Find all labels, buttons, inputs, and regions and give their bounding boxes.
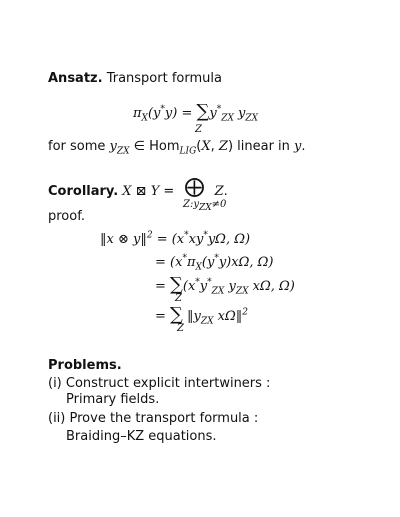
transport-sum-index: Z	[195, 124, 202, 135]
ansatz-tail: for some $y_{ZX}$ ∈ Hom$_{LIG}$(X, Z) linear in y.	[48, 139, 306, 157]
corollary-index: $Z:y_{ZX}\ne 0$	[183, 199, 227, 213]
corollary-line: Corollary. X ⊠ Y = ⨁ Z.	[48, 174, 228, 199]
proof-line-3-index: Z	[175, 293, 182, 304]
problem-1-label: (i)	[48, 376, 62, 391]
proof-line-4-index: Z	[177, 323, 184, 334]
ansatz-heading: Ansatz.	[48, 71, 103, 86]
problem-item-2	[48, 412, 258, 425]
proof-line-1: ‖x ⊗ y‖$^2$ = (x*xy*yΩ, Ω)	[100, 230, 251, 247]
problem-2-text: Prove the transport formula :	[69, 411, 259, 426]
problems-heading: Problems.	[48, 358, 122, 373]
problem-1-subtext: Primary fields.	[66, 392, 160, 407]
proof-line-3: = $\sum(x^*y^*_{ZX}$ $y_{ZX}$ xΩ, Ω)	[155, 274, 295, 297]
problem-2-label: (ii)	[48, 411, 66, 426]
ansatz-heading-line	[48, 72, 222, 85]
proof-line-4: = ∑ $‖y_{ZX}$ xΩ‖$^2$	[155, 304, 249, 327]
problem-2-subtext: Braiding–KZ equations.	[66, 429, 217, 444]
ansatz-text: Transport formula	[106, 71, 222, 86]
corollary-heading: Corollary.	[48, 184, 119, 199]
proof-line-2: = ($x^*\pi_X(y^*y)x\Omega$, Ω)	[155, 253, 274, 273]
problem-1-text: Construct explicit intertwiners :	[65, 376, 271, 391]
proof-label: proof.	[48, 209, 85, 224]
transport-formula: $\pi_X(y^*y) = \sum y^*_{ZX}$ $y_{ZX}$	[133, 101, 259, 124]
problem-item-1	[48, 377, 270, 390]
